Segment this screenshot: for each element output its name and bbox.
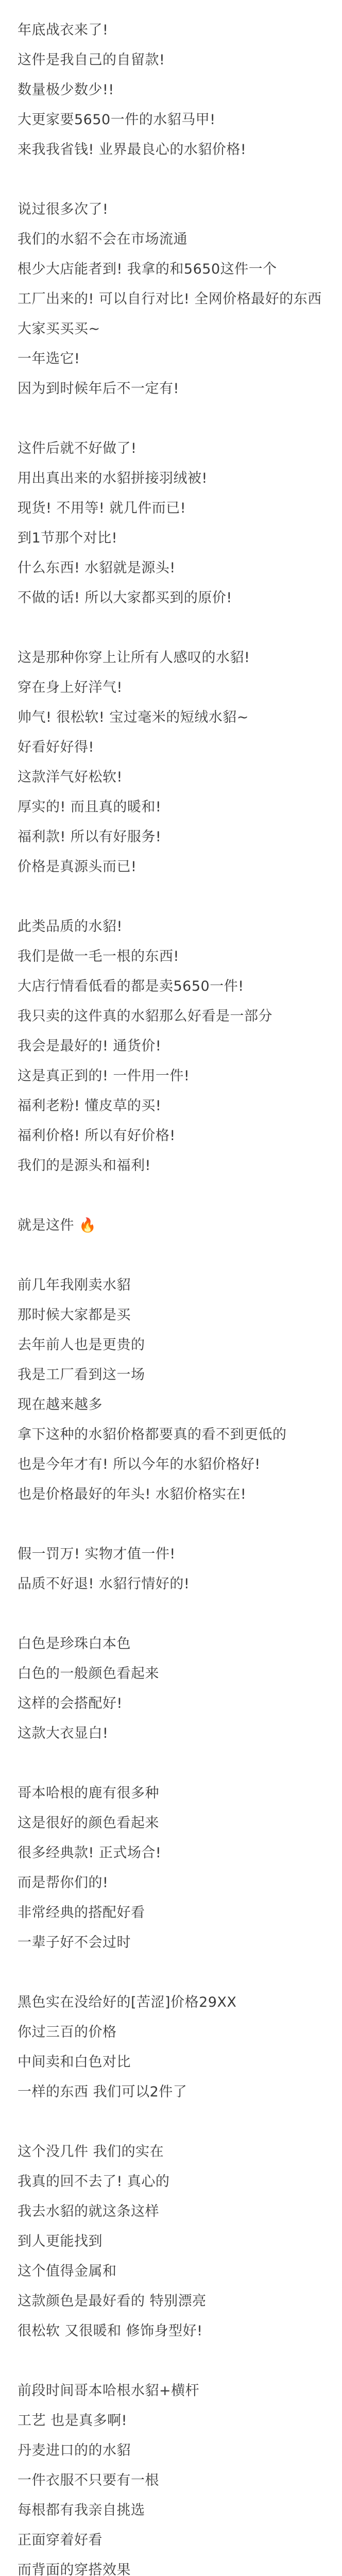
description-line: 品质不好退! 水貂行情好的! — [18, 1576, 190, 1592]
description-line: 就是这件 🔥 — [18, 1217, 97, 1233]
description-line: 工厂出来的! 可以自行对比! 全网价格最好的东西 — [18, 291, 322, 307]
description-line: 白色的一般颜色看起来 — [18, 1666, 159, 1682]
description-line: 福利价格! 所以有好价格! — [18, 1128, 176, 1144]
description-line: 很多经典款! 正式场合! — [18, 1845, 162, 1861]
description-body — [18, 15, 322, 2576]
description-line: 我们是做一毛一根的东西! — [18, 948, 179, 964]
description-line: 这样的会搭配好! — [18, 1696, 123, 1711]
description-line: 这款颜色是最好看的 特别漂亮 — [18, 2293, 207, 2309]
description-line: 你过三百的价格 — [18, 2024, 117, 2040]
description-line: 数量极少数少!! — [18, 82, 114, 98]
description-line: 而背面的穿搭效果 — [18, 2562, 131, 2576]
description-line: 前段时间哥本哈根水貂+横杆 — [18, 2383, 200, 2399]
description-line: 这是那种你穿上让所有人感叹的水貂! — [18, 650, 250, 666]
description-line: 现货! 不用等! 就几件而已! — [18, 500, 186, 516]
description-line: 来我我省钱! 业界最良心的水貂价格! — [18, 142, 247, 158]
description-line: 工艺 也是真多啊! — [18, 2413, 127, 2429]
description-line: 这件是我自己的自留款! — [18, 52, 165, 68]
description-line: 大店行情看低看的都是卖5650一件! — [18, 978, 244, 994]
description-line: 那时候大家都是买 — [18, 1307, 131, 1323]
description-line: 一件衣服不只要有一根 — [18, 2472, 159, 2488]
description-line: 我只卖的这件真的水貂那么好看是一部分 — [18, 1008, 272, 1024]
description-line: 也是价格最好的年头! 水貂价格实在! — [18, 1486, 247, 1502]
description-paragraph — [18, 1539, 273, 1599]
description-line: 用出真出来的水貂拼接羽绒被! — [18, 470, 208, 486]
description-paragraph — [18, 1629, 273, 1749]
description-line: 现在越来越多 — [18, 1397, 102, 1413]
description-paragraph — [18, 1270, 287, 1510]
description-line: 好看好好得! — [18, 739, 94, 755]
description-paragraph — [18, 434, 273, 613]
description-paragraph — [18, 15, 273, 165]
description-line: 很松软 又很暖和 修饰身型好! — [18, 2323, 203, 2339]
description-paragraph — [18, 1211, 273, 1241]
description-line: 黑色实在没给好的[苦涩]价格29XX — [18, 1994, 237, 2010]
description-line: 这件后就不好做了! — [18, 440, 137, 456]
description-line: 穿在身上好洋气! — [18, 680, 123, 696]
description-line: 价格是真源头而已! — [18, 859, 137, 875]
description-line: 这款洋气好松软! — [18, 769, 123, 785]
description-line: 大更家要5650一件的水貂马甲! — [18, 112, 216, 128]
description-line: 这是很好的颜色看起来 — [18, 1815, 159, 1831]
description-line: 我们的水貂不会在市场流通 — [18, 231, 187, 247]
description-line: 福利款! 所以有好服务! — [18, 829, 162, 845]
description-line: 到人更能找到 — [18, 2233, 102, 2249]
description-line: 也是今年才有! 所以今年的水貂价格好! — [18, 1456, 261, 1472]
description-paragraph — [18, 1988, 273, 2107]
description-paragraph — [18, 1778, 273, 1958]
description-line: 丹麦进口的的水貂 — [18, 2443, 131, 2459]
description-line: 我是工厂看到这一场 — [18, 1367, 145, 1383]
description-paragraph — [18, 195, 322, 404]
description-paragraph — [18, 912, 273, 1181]
description-line: 到1节那个对比! — [18, 530, 118, 546]
description-line: 去年前人也是更贵的 — [18, 1337, 145, 1353]
description-line: 根少大店能者到! 我拿的和5650这件一个 — [18, 261, 277, 277]
description-line: 我们的是源头和福利! — [18, 1158, 151, 1174]
description-line: 正面穿着好看 — [18, 2532, 102, 2548]
description-line: 而是帮你们的! — [18, 1875, 109, 1891]
description-line: 一辈子好不会过时 — [18, 1935, 131, 1951]
description-line: 年底战衣来了! — [18, 22, 109, 38]
description-line: 帅气! 很松软! 宝过毫米的短绒水貂~ — [18, 709, 249, 725]
description-line: 拿下这种的水貂价格都要真的看不到更低的 — [18, 1427, 287, 1443]
description-line: 不做的话! 所以大家都买到的原价! — [18, 590, 232, 606]
description-line: 这个没几件 我们的实在 — [18, 2144, 164, 2160]
description-line: 非常经典的搭配好看 — [18, 1905, 145, 1921]
description-line: 假一罚万! 实物才值一件! — [18, 1546, 176, 1562]
description-line: 一年选它! — [18, 351, 80, 367]
description-paragraph — [18, 2137, 273, 2346]
description-line: 中间卖和白色对比 — [18, 2054, 131, 2070]
description-line: 哥本哈根的鹿有很多种 — [18, 1785, 159, 1801]
description-line: 我会是最好的! 通货价! — [18, 1038, 162, 1054]
description-line: 福利老粉! 懂皮草的买! — [18, 1098, 162, 1114]
description-paragraph — [18, 643, 273, 882]
description-line: 这是真正到的! 一件用一件! — [18, 1068, 190, 1084]
description-line: 我真的回不去了! 真心的 — [18, 2174, 170, 2190]
description-line: 厚实的! 而且真的暖和! — [18, 799, 162, 815]
description-line: 因为到时候年后不一定有! — [18, 381, 179, 397]
description-line: 前几年我刚卖水貂 — [18, 1277, 131, 1293]
description-paragraph — [18, 2376, 273, 2576]
description-line: 什么东西! 水貂就是源头! — [18, 560, 176, 576]
description-line: 大家买买买~ — [18, 321, 100, 337]
description-line: 这款大衣显白! — [18, 1725, 109, 1741]
description-line: 我去水貂的就这条这样 — [18, 2204, 159, 2219]
description-line: 这个值得金属和 — [18, 2263, 117, 2279]
description-line: 一样的东西 我们可以2件了 — [18, 2084, 187, 2100]
description-line: 白色是珍珠白本色 — [18, 1636, 131, 1652]
description-line: 说过很多次了! — [18, 201, 109, 217]
description-line: 此类品质的水貂! — [18, 919, 123, 935]
description-line: 每根都有我亲自挑选 — [18, 2502, 145, 2518]
